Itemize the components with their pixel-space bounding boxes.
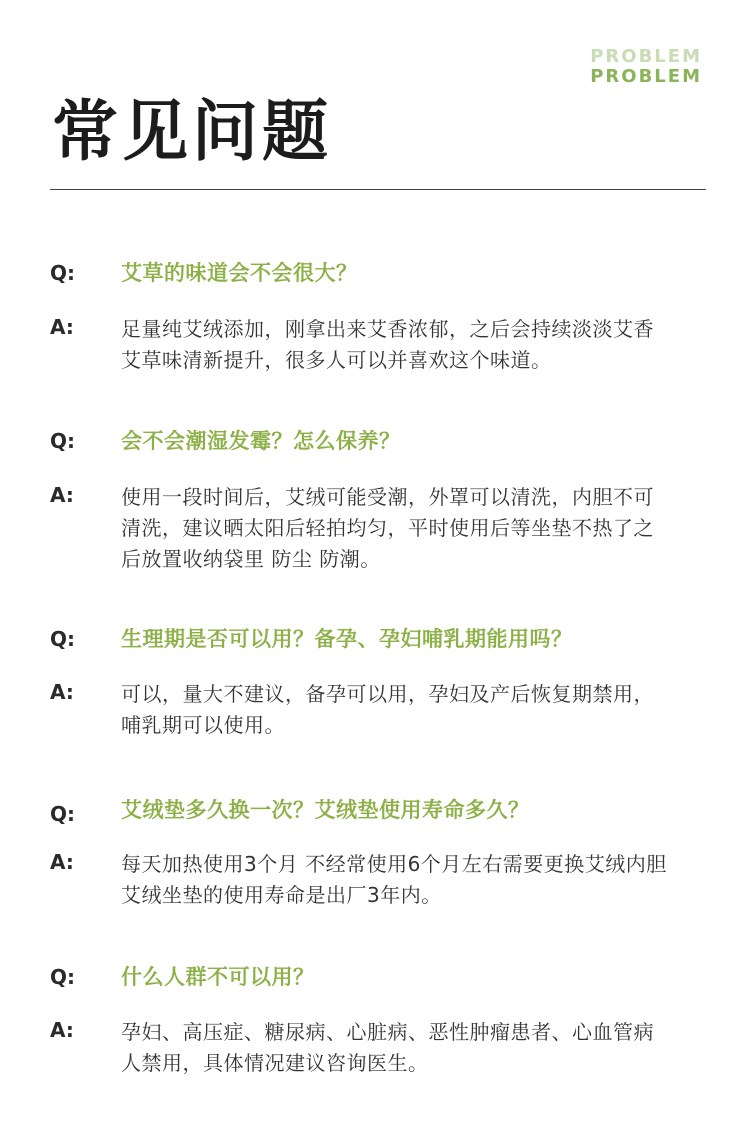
answer-label: A: [50, 1018, 74, 1042]
answer-line: 每天加热使用3个月 不经常使用6个月左右需要更换艾绒内胆 [121, 852, 667, 876]
question-label: Q: [50, 627, 75, 651]
answer-label: A: [50, 680, 74, 704]
answer-line: 可以，量大不建议，备孕可以用，孕妇及产后恢复期禁用， [121, 682, 654, 706]
answer-label: A: [50, 850, 74, 874]
answer-line: 艾草味清新提升，很多人可以并喜欢这个味道。 [121, 348, 552, 372]
answer-line: 哺乳期可以使用。 [121, 713, 285, 737]
question-text: 艾草的味道会不会很大？ [121, 261, 358, 285]
answer-line: 人禁用，具体情况建议咨询医生。 [121, 1051, 429, 1075]
question-text: 什么人群不可以用？ [121, 965, 315, 989]
question-label: Q: [50, 965, 75, 989]
question-label: Q: [50, 802, 75, 826]
answer-text [121, 1017, 701, 1079]
title-divider [50, 189, 706, 190]
answer-text [121, 679, 701, 741]
answer-text [121, 849, 701, 911]
question-text: 生理期是否可以用？备孕、孕妇哺乳期能用吗？ [121, 627, 573, 651]
answer-line: 后放置收纳袋里 防尘 防潮。 [121, 547, 381, 571]
question-text: 艾绒垫多久换一次？艾绒垫使用寿命多久？ [121, 798, 530, 822]
question-text: 会不会潮湿发霉？怎么保养？ [121, 429, 401, 453]
answer-line: 艾绒坐垫的使用寿命是出厂3年内。 [121, 883, 442, 907]
question-label: Q: [50, 429, 75, 453]
answer-line: 孕妇、高压症、糖尿病、心脏病、恶性肿瘤患者、心血管病 [121, 1020, 654, 1044]
header-tag: PROBLEM [590, 66, 702, 87]
answer-line: 清洗，建议晒太阳后轻拍均匀，平时使用后等坐垫不热了之 [121, 516, 654, 540]
answer-text [121, 314, 701, 376]
header-tag-faint: PROBLEM [590, 46, 702, 67]
answer-label: A: [50, 483, 74, 507]
answer-line: 足量纯艾绒添加，刚拿出来艾香浓郁，之后会持续淡淡艾香 [121, 317, 654, 341]
answer-label: A: [50, 315, 74, 339]
question-label: Q: [50, 261, 75, 285]
answer-text [121, 482, 701, 575]
answer-line: 使用一段时间后，艾绒可能受潮，外罩可以清洗，内胆不可 [121, 485, 654, 509]
page-title: 常见问题 [52, 93, 332, 170]
